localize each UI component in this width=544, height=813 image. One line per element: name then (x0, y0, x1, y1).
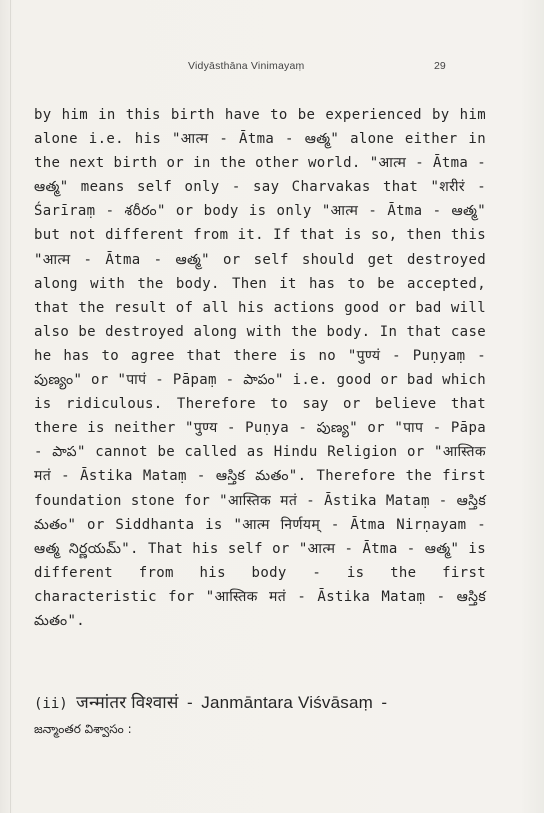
page-binding-edge (0, 0, 11, 813)
section-title-devanagari: जन्मांतर विश्वासं (76, 693, 179, 712)
section-dash: - (186, 693, 193, 712)
running-title: Vidyāsthāna Vinimayaṃ (188, 60, 305, 72)
section-title-telugu: జన్మాంతర విశ్వాసం (34, 722, 124, 736)
section-dash-trailing: - (381, 693, 388, 712)
section-colon: : (127, 722, 132, 736)
section-heading (34, 690, 486, 713)
section-subtitle (34, 722, 132, 739)
section-title-latin: Janmāntara Viśvāsaṃ (201, 693, 373, 712)
section-number: (ii) (34, 696, 68, 712)
page-number: 29 (434, 60, 446, 72)
paragraph-text: by him in this birth have to be experienced by him alone i.e. his "आत्म - Ātma - ఆత్మ" alone either in the next birth or in the other world. "आत्म - Ātma - ఆత్మ" means self only - say Charvakas that "शरीरं - Śarīraṃ - శరీరం" or body is only "आत्म - Ātma - ఆత్మ" but not different from it. If that is so, then this "आत्म - Ātma - ఆత్మ" or self should get destroyed along with the body. Then it has to be accepted, that the result of all his actions good or bad will also be destroyed along with the body. In that case he has to agree that there is no "पुण्यं - Puṇyaṃ - పుణ్యం" or "पापं - Pāpaṃ - పాపం" i.e. good or bad which is ridiculous. Therefore to say or believe that there is neither "पुण्य - Puṇya - పుణ్య" or "पाप - Pāpa - పాప" cannot be called as Hindu Religion or "आस्तिक मतं - Āstika Mataṃ - ఆస్తిక మతం". Therefore the first foundation stone for "आस्तिक मतं - Āstika Mataṃ - ఆస్తిక మతం" or Siddhanta is "आत्म निर्णयम् - Ātma Nirṇayam - ఆత్మ నిర్ణయమ్". That his self or "आत्म - Ātma - ఆత్మ" is different from his body - is the first characteristic for "आस्तिक मतं - Āstika Mataṃ - ఆస్తిక మతం". (34, 107, 486, 629)
body-paragraph (34, 103, 486, 633)
